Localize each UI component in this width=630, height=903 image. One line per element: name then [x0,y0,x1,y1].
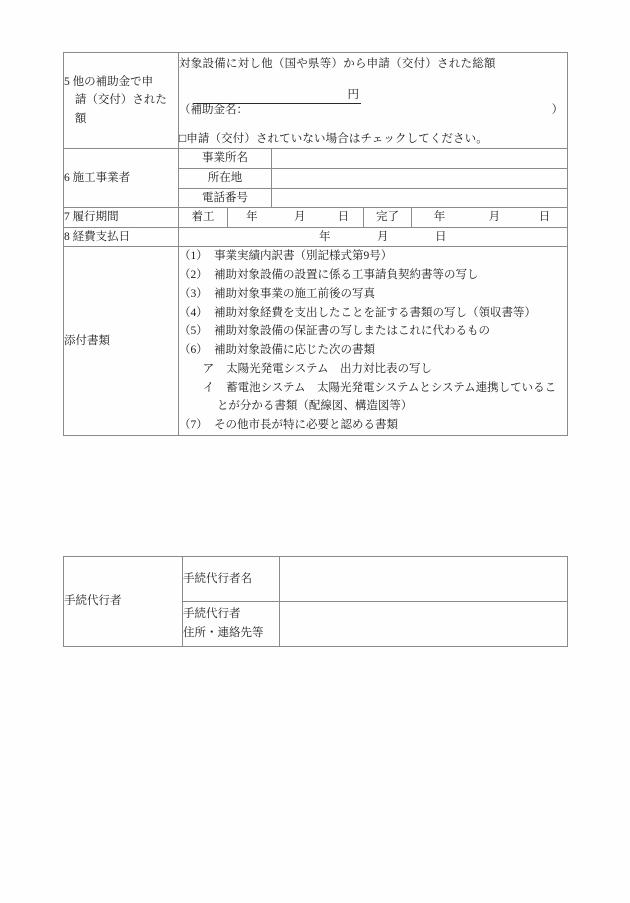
start-month-unit: 月 [294,211,306,224]
attachment-number: （6） [179,344,208,357]
subsidy-name-row [179,101,567,119]
section7-label: 7 履行期間 [64,211,119,224]
attachment-item [179,266,567,285]
section5-row [64,53,568,149]
end-day-unit: 日 [538,211,551,224]
attachment-subtext: 太陽光発電システム 出力対比表の写し [226,362,432,375]
end-date-field[interactable] [412,208,568,228]
payment-date-field[interactable] [179,227,568,247]
section8-label: 8 経費支払日 [64,230,131,243]
section5-label-line2: 請（交付）された [74,94,167,107]
section5-label-line1: 5 他の補助金で申 [64,75,154,88]
agent-row-name [64,557,568,602]
agent-form-table [63,556,568,647]
section5-body-cell [179,53,568,149]
attachment-number: （2） [179,269,208,282]
yen-unit-label: 円 [347,89,359,101]
section8-row [64,227,568,247]
start-day-unit: 日 [337,211,350,224]
not-applied-checkbox-row[interactable] [179,129,567,149]
section7-label-cell [64,208,179,228]
subsidy-name-close-paren: ） [551,103,564,116]
attachment-item [179,304,567,323]
office-address-value[interactable] [272,168,568,188]
attachment-item [179,341,567,360]
payment-month-unit: 月 [377,230,389,243]
start-date-tag: 着工 [179,208,228,228]
attachments-label: 添付書類 [64,334,110,347]
attachment-submarker: ア [202,362,215,375]
agent-name-sublabel: 手続代行者名 [183,557,280,602]
attachments-body-cell [179,247,568,435]
office-address-sublabel: 所在地 [179,168,272,188]
agent-contact-sublabel [183,602,280,647]
attachment-number: （4） [179,306,208,319]
attachment-number: （5） [179,325,208,338]
attachment-item [179,285,567,304]
agent-contact-value[interactable] [280,602,568,647]
section6-label: 6 施工事業者 [64,171,131,184]
office-phone-value[interactable] [272,188,568,208]
attachment-submarker: イ [202,381,215,394]
agent-label: 手続代行者 [64,595,122,608]
payment-day-unit: 日 [435,230,447,243]
attachment-text: 補助対象設備の設置に係る工事請負契約書等の写し [214,269,479,282]
section5-label-line3: 額 [74,112,87,125]
section5-label-cell [64,53,179,149]
attachment-number: （7） [179,418,208,431]
attachment-text: その他市長が特に必要と認める書類 [214,418,399,431]
office-name-sublabel: 事業所名 [179,149,272,169]
end-month-unit: 月 [488,211,501,224]
section6-label-cell [64,149,179,208]
attachment-text: 補助対象経費を支出したことを証する書類の写し（領収書等） [214,306,537,319]
attachment-text: 補助対象設備に応じた次の書類 [214,344,376,357]
section5-heading: 対象設備に対し他（国や県等）から申請（交付）された総額 [179,58,496,70]
agent-contact-sublabel-line1: 手続代行者 [183,608,241,621]
checkbox-icon[interactable]: □ [179,130,187,145]
attachment-subtext: 蓄電池システム 太陽光発電システムとシステム連携していることが分かる書類（配線図、構造図等） [216,381,557,413]
subsidy-name-label: （補助金名： [179,103,248,116]
attachment-number: （1） [179,250,208,263]
attachment-text: 補助対象事業の施工前後の写真 [214,287,376,300]
agent-label-cell [64,557,183,647]
payment-year-unit: 年 [319,230,331,243]
office-name-value[interactable] [272,149,568,169]
start-year-unit: 年 [246,211,258,224]
attachments-row [64,247,568,435]
end-year-unit: 年 [433,211,446,224]
attachment-number: （3） [179,287,208,300]
attachment-text: 補助対象設備の保証書の写しまたはこれに代わるもの [214,325,491,338]
agent-contact-sublabel-line2: 住所・連絡先等 [183,627,264,639]
section7-row [64,208,568,228]
attachment-subitem [179,379,567,416]
start-date-field[interactable] [228,208,364,228]
attachment-text: 事業実績内訳書（別記様式第9号） [214,250,393,263]
main-form-table [63,52,568,436]
office-phone-sublabel: 電話番号 [179,188,272,208]
attachment-item [179,247,567,266]
attachment-subitem [179,360,567,379]
section6-row-office-name [64,149,568,169]
end-date-tag: 完了 [364,208,412,228]
section8-label-cell [64,227,179,247]
attachment-item [179,322,567,341]
attachments-label-cell [64,247,179,435]
attachments-list [179,247,567,434]
checkbox-label: 申請（交付）されていない場合はチェックしてください。 [186,132,488,145]
agent-name-value[interactable] [280,557,568,602]
attachment-item [179,416,567,435]
